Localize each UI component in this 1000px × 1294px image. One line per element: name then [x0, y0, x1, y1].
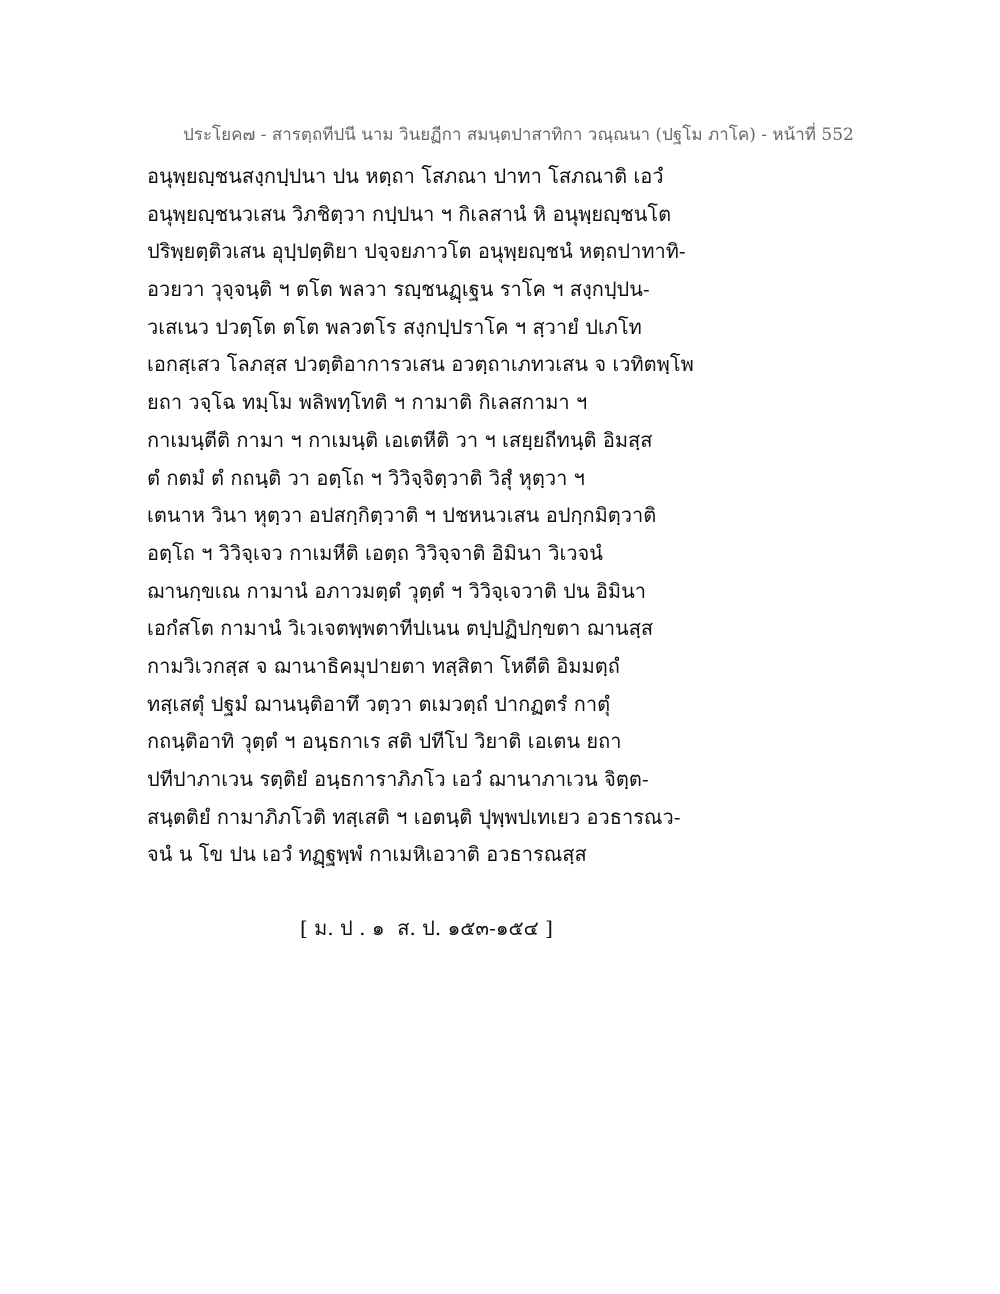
- text-line: อนุพฺยญฺชนสงฺกปฺปนา ปน หตฺถา โสภณา ปาทา โสภณาติ เอวํ: [147, 164, 664, 188]
- text-line: เตนาห วินา หุตฺวา อปสกฺกิตฺวาติ ฯ ปชหนวเสน อปกฺกมิตฺวาติ: [147, 503, 657, 528]
- text-line: ฌานกฺขเณ กามานํ อภาวมตฺตํ วุตฺตํ ฯ วิวิจฺเจวาติ ปน อิมินา: [147, 578, 646, 603]
- source-reference: [ ม. ป . ๑ ส. ป. ๑๕๓-๑๕๔ ]: [300, 916, 553, 940]
- text-line: ยถา วจฺโฉ ทมฺโม พลิพทฺโทติ ฯ กามาติ กิเลสกามา ฯ: [147, 390, 588, 415]
- text-line: กามวิเวกสฺส จ ฌานาธิคมุปายตา ทสฺสิตา โหตีติ อิมมตฺถํ: [147, 653, 620, 678]
- text-line: เอกสฺเสว โลภสฺส ปวตฺติอาการวเสน อวตฺถาเภทวเสน จ เวทิตพฺโพ: [147, 352, 694, 377]
- text-line: กถนฺติอาทิ วุตฺตํ ฯ อนฺธกาเร สติ ปทีโป วิยาติ เอเตน ยถา: [147, 729, 622, 754]
- text-line: เอกํสโต กามานํ วิเวเจตพฺพตาทีปเนน ตปฺปฏิปกฺขตา ฌานสฺส: [147, 616, 654, 641]
- text-line: ปทีปาภาเวน รตฺติยํ อนฺธการาภิภโว เอวํ ฌานาภาเวน จิตฺต-: [147, 767, 649, 791]
- text-line: ตํ กตมํ ตํ กถนฺติ วา อตฺโถ ฯ วิวิจฺจิตฺวาติ วิสุํ หุตฺวา ฯ: [147, 465, 585, 490]
- text-line: อวยวา วุจฺจนฺติ ฯ ตโต พลวา รญฺชนฏฺเฐน ราโค ฯ สงฺกปฺปน-: [147, 277, 650, 302]
- text-line: อนุพฺยญฺชนวเสน วิภชิตฺวา กปฺปนา ฯ กิเลสานํ หิ อนุพฺยญฺชนโต: [147, 201, 672, 226]
- text-line: ปริพฺยตฺติวเสน อุปฺปตฺติยา ปจฺจยภาวโต อนุพฺยญฺชนํ หตฺถปาทาทิ-: [147, 239, 686, 264]
- text-line: วเสเนว ปวตฺโต ตโต พลวตโร สงฺกปฺปราโค ฯ สฺวายํ ปเภโท: [147, 314, 642, 339]
- text-line: สนฺตติยํ กามาภิภโวติ ทสฺเสติ ฯ เอตนฺติ ปุพฺพปเทเยว อวธารณว-: [147, 804, 681, 829]
- text-line: จนํ น โข ปน เอวํ ทฏฺฐพฺพํ กาเมหิเอวาติ อวธารณสฺส: [147, 842, 587, 867]
- text-line: ทสฺเสตุํ ปฐมํ ฌานนฺติอาทึ วตฺวา ตเมวตฺถํ ปากฏตรํ กาตุํ: [147, 691, 611, 716]
- text-line: อตฺโถ ฯ วิวิจฺเจว กาเมหีติ เอตฺถ วิวิจฺจาติ อิมินา วิเวจนํ: [147, 540, 603, 565]
- body-text: [147, 158, 847, 874]
- text-line: กาเมนฺตีติ กามา ฯ กาเมนฺติ เอเตหีติ วา ฯ เสยฺยถีทนฺติ อิมสฺส: [147, 427, 653, 452]
- running-header: ประโยค๗ - สารตฺถทีปนี นาม วินยฏีกา สมนฺตปาสาทิกา วณฺณนา (ปฐโม ภาโค) - หน้าที่ 552: [183, 125, 854, 145]
